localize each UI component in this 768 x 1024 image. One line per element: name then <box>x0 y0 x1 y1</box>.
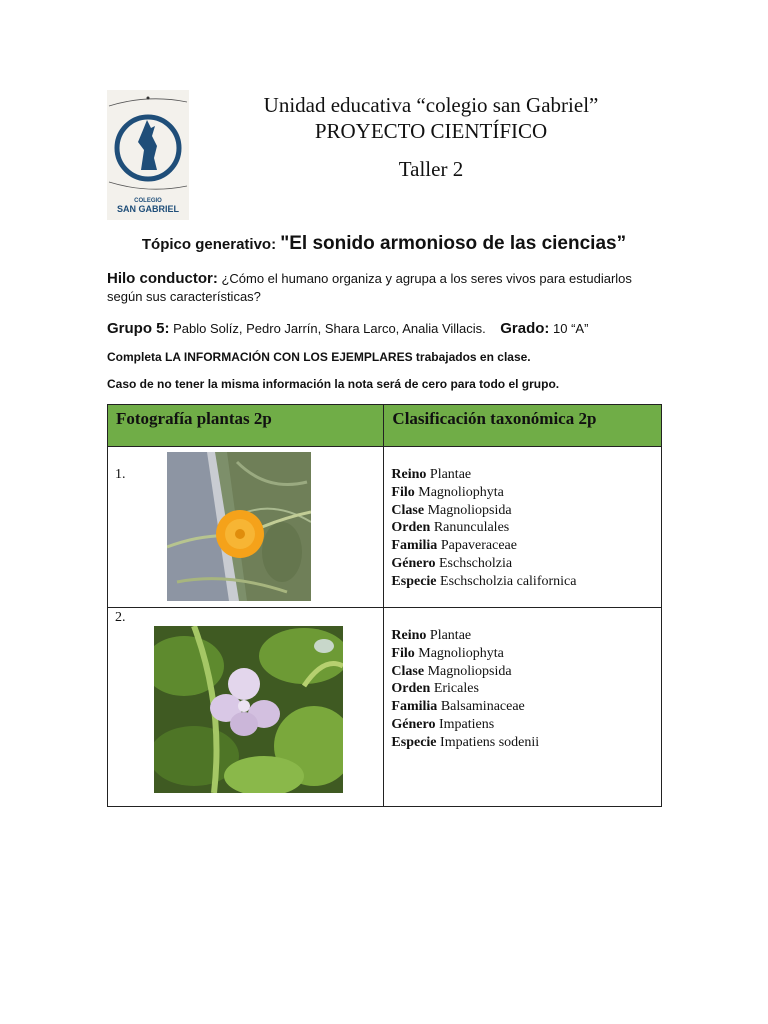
taxonomy-list <box>384 447 661 591</box>
taxonomy-rank: Reino <box>391 628 427 643</box>
taxonomy-value: Magnoliophyta <box>418 645 504 661</box>
group-members: Pablo Solíz, Pedro Jarrín, Shara Larco, Analia Villacis. <box>173 321 486 336</box>
instruction-complete: Completa LA INFORMACIÓN CON LOS EJEMPLARES trabajados en clase. <box>107 350 531 364</box>
taxonomy-value: Plantae <box>429 467 472 482</box>
taxonomy-rank: Familia <box>391 538 438 554</box>
taxonomy-entry <box>391 627 661 645</box>
taxonomy-rank: Clase <box>391 663 425 679</box>
row-number: 1. <box>115 467 126 482</box>
taxonomy-rank: Filo <box>391 645 415 661</box>
taxonomy-entry <box>391 537 661 555</box>
header-classification: Clasificación taxonómica 2p <box>384 405 662 447</box>
taxonomy-value: Magnoliopsida <box>427 663 512 679</box>
taxonomy-entry <box>391 645 661 663</box>
header-photo: Fotografía plantas 2p <box>108 405 384 447</box>
taxonomy-rank: Orden <box>391 681 431 697</box>
hilo-label: Hilo conductor: <box>107 270 218 287</box>
taxonomy-value: Eschscholzia <box>439 555 513 571</box>
taxonomy-value: Impatiens <box>439 716 495 732</box>
taxonomy-cell <box>384 447 662 608</box>
taxonomy-rank: Género <box>391 555 436 571</box>
taxonomy-entry <box>391 502 661 520</box>
table-row <box>108 447 662 608</box>
group-label: Grupo 5: <box>107 320 170 337</box>
impatiens-photo <box>154 626 343 793</box>
taxonomy-value: Papaveraceae <box>440 538 517 554</box>
taxonomy-list <box>384 608 661 752</box>
taxonomy-rank: Especie <box>391 734 437 750</box>
taxonomy-value: Plantae <box>429 628 472 643</box>
taxonomy-entry <box>391 555 661 573</box>
photo-cell <box>108 447 384 608</box>
grade-label: Grado: <box>500 320 550 337</box>
taxonomy-entry <box>391 573 661 591</box>
poppy-photo <box>167 452 311 601</box>
taxonomy-value: Impatiens sodenii <box>440 734 540 750</box>
taxonomy-entry <box>391 466 661 484</box>
logo-text-line1: COLEGIO <box>134 198 162 204</box>
taxonomy-rank: Orden <box>391 520 431 536</box>
taxonomy-value: Ranunculales <box>433 520 510 536</box>
taxonomy-rank: Clase <box>391 502 425 518</box>
project-title: PROYECTO CIENTÍFICO <box>314 119 548 143</box>
table-row <box>108 608 662 807</box>
taxonomy-value: Eschscholzia californica <box>440 573 577 589</box>
taxonomy-table <box>107 404 662 807</box>
taxonomy-entry <box>391 680 661 698</box>
taxonomy-entry <box>391 734 661 752</box>
instruction-grade-warning: Caso de no tener la misma información la nota será de cero para todo el grupo. <box>107 377 560 391</box>
taxonomy-entry <box>391 519 661 537</box>
taxonomy-rank: Familia <box>391 699 438 715</box>
table-header-row <box>108 405 662 447</box>
logo-text-line2: SAN GABRIEL <box>116 204 180 214</box>
taxonomy-cell <box>384 608 662 807</box>
document-header <box>200 92 662 182</box>
hilo-text: ¿Cómo el humano organiza y agrupa a los seres vivos para estudiarlos según sus características? <box>107 271 632 304</box>
taxonomy-rank: Especie <box>391 573 437 589</box>
taxonomy-value: Ericales <box>433 681 479 697</box>
guiding-question <box>107 270 663 306</box>
taxonomy-entry <box>391 663 661 681</box>
taxonomy-value: Balsaminaceae <box>440 699 525 715</box>
school-logo <box>107 90 189 220</box>
taxonomy-rank: Filo <box>391 484 415 500</box>
generative-topic <box>107 233 661 255</box>
taxonomy-value: Magnoliopsida <box>427 502 512 518</box>
taxonomy-rank: Reino <box>391 467 427 482</box>
workshop-title: Taller 2 <box>398 157 464 181</box>
taxonomy-rank: Género <box>391 716 436 732</box>
taxonomy-entry <box>391 484 661 502</box>
row-number: 2. <box>115 610 126 625</box>
taxonomy-entry <box>391 698 661 716</box>
topic-label: Tópico generativo: <box>141 236 277 253</box>
group-info <box>107 320 663 337</box>
taxonomy-entry <box>391 716 661 734</box>
topic-value: "El sonido armonioso de las ciencias” <box>280 233 627 254</box>
grade-value: 10 “A” <box>553 321 589 336</box>
taxonomy-value: Magnoliophyta <box>418 484 504 500</box>
school-name: Unidad educativa “colegio san Gabriel” <box>263 93 599 117</box>
photo-cell <box>108 608 384 807</box>
